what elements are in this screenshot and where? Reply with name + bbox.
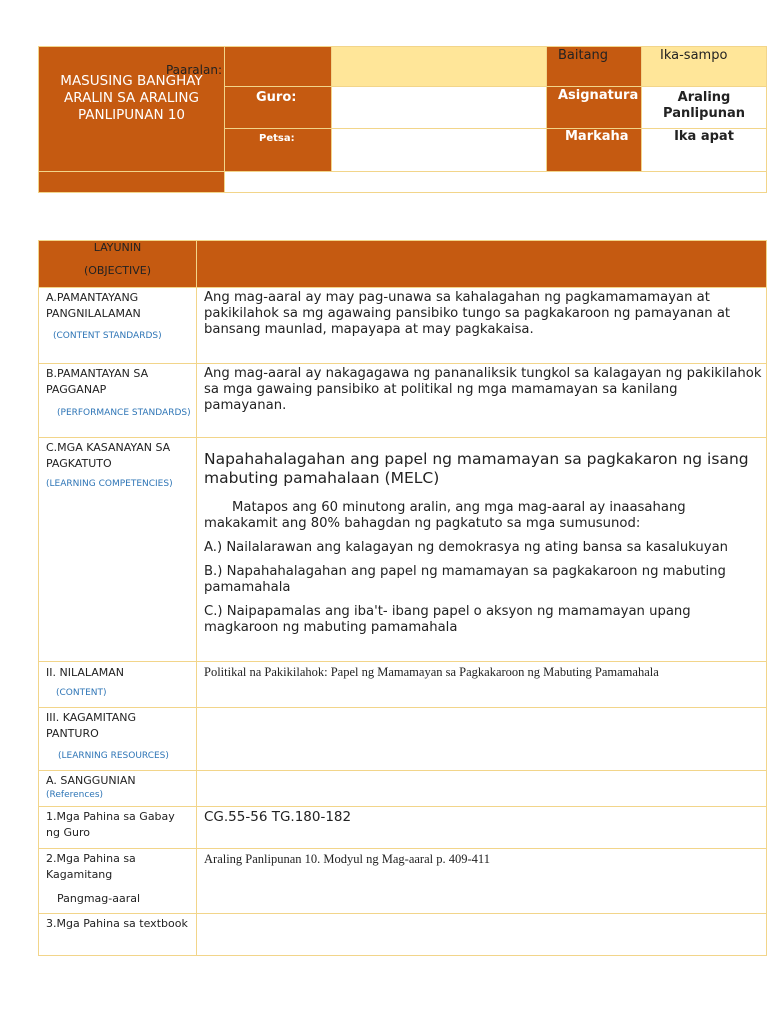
- content-text: Politikal na Pakikilahok: Papel ng Mamamayan sa Pagkakaroon ng Mabuting Pamamahala: [197, 662, 767, 708]
- content-standards-label-cell: [39, 288, 197, 364]
- content-sub: (CONTENT): [56, 688, 107, 698]
- resources-sub: (LEARNING RESOURCES): [58, 751, 169, 761]
- performance-standards-sub: (PERFORMANCE STANDARDS): [57, 408, 191, 418]
- paaralan-blank-cell: [225, 47, 332, 87]
- learner-pages-text: Araling Panlipunan 10. Modyul ng Mag-aaral p. 409-411: [197, 849, 767, 914]
- competency-b: B.) Napahahalagahan ang papel ng mamamayan sa pagkakaroon ng mabuting pamamahala: [204, 564, 726, 595]
- references-label-cell: [39, 771, 197, 807]
- objective-header-line2: (OBJECTIVE): [83, 264, 152, 277]
- references-label: A. SANGGUNIAN: [46, 774, 136, 787]
- competencies-label-cell: [39, 438, 197, 662]
- textbook-pages-value-cell: [197, 914, 767, 956]
- guide-pages-label: 1.Mga Pahina sa Gabay ng Guro: [39, 807, 197, 849]
- guro-value-field[interactable]: [332, 87, 547, 129]
- resources-value-cell: [197, 708, 767, 771]
- content-label: II. NILALAMAN: [46, 666, 125, 679]
- lesson-plan-main-table: [38, 240, 767, 956]
- competency-c: C.) Naipapamalas ang iba't- ibang papel o aksyon ng mamamayan upang magkaroon ng mabuting pamamahala: [204, 604, 691, 635]
- asignatura-value: Araling Panlipunan: [642, 87, 767, 129]
- learner-pages-label2: Pangmag-aaral: [57, 892, 141, 905]
- learner-pages-label: 2.Mga Pahina sa Kagamitang: [46, 852, 136, 881]
- objective-header-cell: [39, 241, 197, 288]
- lesson-plan-header-table: [38, 46, 767, 193]
- references-sub: (References): [46, 790, 104, 800]
- guro-label: Guro:: [225, 87, 332, 129]
- guide-pages-text: CG.55-56 TG.180-182: [197, 807, 767, 849]
- petsa-label: Petsa:: [225, 129, 332, 172]
- textbook-pages-label: 3.Mga Pahina sa textbook: [39, 914, 197, 956]
- melc-heading: Napahahalagahan ang papel ng mamamayan sa pagkakaron ng isang mabuting pamahalaan (MELC): [204, 450, 749, 487]
- performance-standards-label: B.PAMANTAYAN SA PAGGANAP: [46, 367, 149, 396]
- paaralan-value-field[interactable]: [332, 47, 547, 87]
- header-footer-orange-cell: [39, 172, 225, 193]
- petsa-value-field[interactable]: [332, 129, 547, 172]
- competencies-label: C.MGA KASANAYAN SA PAGKATUTO: [46, 441, 171, 470]
- resources-label: III. KAGAMITANG PANTURO: [46, 711, 137, 740]
- competencies-sub: (LEARNING COMPETENCIES): [46, 479, 173, 489]
- content-standards-label: A.PAMANTAYANG PANGNILALAMAN: [46, 291, 141, 320]
- baitang-value: Ika-sampo: [642, 47, 767, 87]
- title-cell: [39, 47, 225, 172]
- content-standards-sub: (CONTENT STANDARDS): [53, 331, 162, 341]
- markahan-value: Ika apat: [642, 129, 767, 172]
- performance-standards-text: Ang mag-aaral ay nakagagawa ng pananaliksik tungkol sa kalagayan ng pakikilahok sa mga gawaing pansibiko at politikal ng mga mamamayan sa kanilang pamayanan.: [197, 364, 767, 438]
- lesson-plan-title: MASUSING BANGHAY ARALIN SA ARALING PANLIPUNAN 10: [60, 73, 203, 123]
- paaralan-label: Paaralan:: [165, 63, 222, 77]
- competencies-intro: Matapos ang 60 minutong aralin, ang mga mag-aaral ay inaasahang makakamit ang 80% bahagdan ng pagkatuto sa mga sumusunod:: [204, 500, 686, 531]
- baitang-label: Baitang: [547, 47, 642, 87]
- objective-header-blank: [197, 241, 767, 288]
- objective-header-line1: LAYUNIN: [93, 241, 142, 254]
- header-footer-blank-cell: [225, 172, 767, 193]
- references-value-cell: [197, 771, 767, 807]
- markahan-label: Markaha: [547, 129, 642, 172]
- competency-a: A.) Nailalarawan ang kalagayan ng demokrasya ng ating bansa sa kasalukuyan: [204, 540, 729, 555]
- resources-label-cell: [39, 708, 197, 771]
- content-label-cell: [39, 662, 197, 708]
- competencies-cell: [197, 438, 767, 662]
- content-standards-text: Ang mag-aaral ay may pag-unawa sa kahalagahan ng pagkamamamayan at pakikilahok sa mg agawaing pansibiko tungo sa pagkakaroon ng pamayanan at bansang maunlad, mapayapa at may pagkakaisa.: [197, 288, 767, 364]
- performance-standards-label-cell: [39, 364, 197, 438]
- learner-pages-label-cell: [39, 849, 197, 914]
- asignatura-label: Asignatura: [547, 87, 642, 129]
